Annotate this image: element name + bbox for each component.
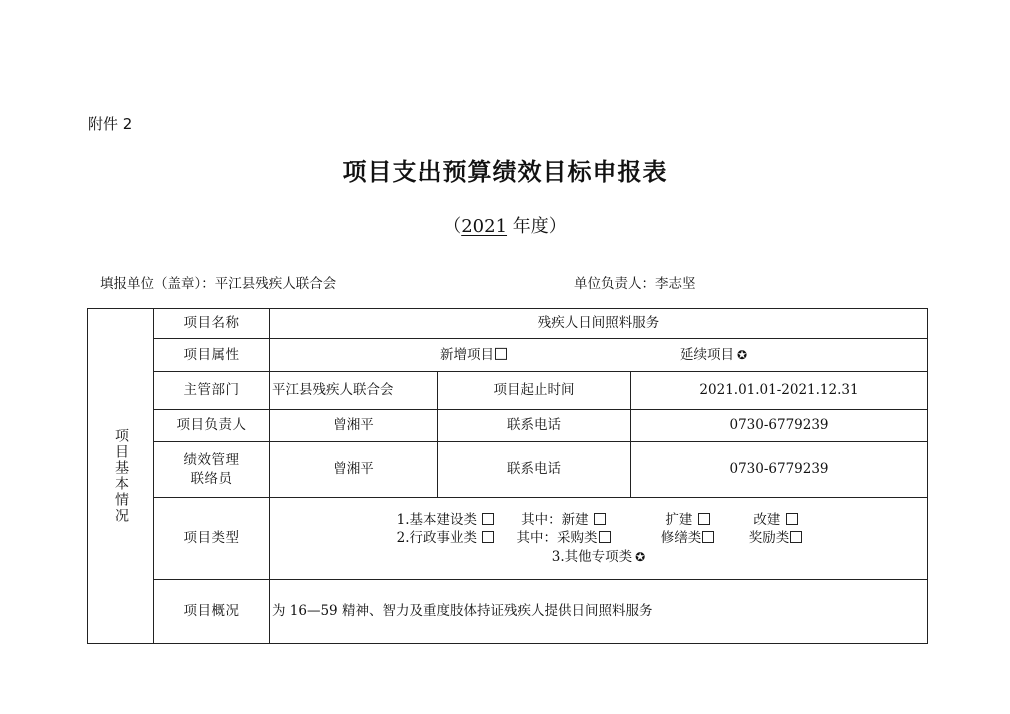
row-manager xyxy=(88,410,928,442)
type-reward-label: 奖励类 xyxy=(748,530,790,547)
type-new-build-option[interactable] xyxy=(515,511,613,529)
page-title: 项目支出预算绩效目标申报表 xyxy=(342,158,668,186)
selected-gear-icon: ✪ xyxy=(635,549,646,564)
project-name-label: 项目名称 xyxy=(154,309,270,339)
type-admin-option[interactable] xyxy=(377,529,515,547)
checkbox-icon xyxy=(599,531,611,543)
department-value: 平江县残疾人联合会 xyxy=(270,372,438,410)
type-expand-option[interactable] xyxy=(645,511,731,529)
type-rebuild-label: 改建 xyxy=(753,512,781,529)
period-value: 2021.01.01-2021.12.31 xyxy=(631,372,928,410)
type-other-option[interactable] xyxy=(552,548,645,566)
type-purchase-option[interactable] xyxy=(515,529,613,547)
overview-value: 为 16—59 精神、智力及重度肢体持证残疾人提供日间照料服务 xyxy=(270,580,928,644)
checkbox-icon xyxy=(495,348,507,360)
type-reward-option[interactable] xyxy=(731,529,821,547)
manager-phone-value: 0730-6779239 xyxy=(631,410,928,442)
manager-label: 项目负责人 xyxy=(154,410,270,442)
attribute-continue-option[interactable] xyxy=(680,346,747,364)
type-line-3 xyxy=(270,548,927,566)
row-department xyxy=(88,372,928,410)
checkbox-icon xyxy=(482,513,494,525)
year-number: 2021 xyxy=(461,216,508,237)
type-new-build-label: 其中：新建 xyxy=(521,512,589,529)
type-line-1 xyxy=(270,511,927,529)
project-type-options xyxy=(270,498,928,580)
overview-label: 项目概况 xyxy=(154,580,270,644)
row-project-attribute xyxy=(88,339,928,372)
type-expand-label: 扩建 xyxy=(665,512,693,529)
type-line-2 xyxy=(270,529,927,547)
project-attribute-cell xyxy=(270,339,928,372)
checkbox-icon xyxy=(698,513,710,525)
department-label: 主管部门 xyxy=(154,372,270,410)
row-overview xyxy=(88,580,928,644)
liaison-value: 曾湘平 xyxy=(270,442,438,498)
liaison-label-line2: 联络员 xyxy=(190,470,233,487)
checkbox-icon xyxy=(594,513,606,525)
liaison-phone-label: 联系电话 xyxy=(438,442,631,498)
checkbox-icon xyxy=(786,513,798,525)
attribute-new-label: 新增项目 xyxy=(440,346,494,363)
manager-value: 曾湘平 xyxy=(270,410,438,442)
row-liaison xyxy=(88,442,928,498)
attribute-continue-label: 延续项目 xyxy=(680,346,734,363)
type-repair-option[interactable] xyxy=(645,529,731,547)
project-type-label: 项目类型 xyxy=(154,498,270,580)
period-label: 项目起止时间 xyxy=(438,372,631,410)
manager-phone-label: 联系电话 xyxy=(438,410,631,442)
liaison-phone-value: 0730-6779239 xyxy=(631,442,928,498)
unit-leader: 单位负责人：李志坚 xyxy=(574,276,696,292)
type-admin-label: 2.行政事业类 xyxy=(396,530,478,547)
checkbox-icon xyxy=(702,531,714,543)
liaison-label xyxy=(154,442,270,498)
project-name-value: 残疾人日间照料服务 xyxy=(270,309,928,339)
year-suffix: 年度） xyxy=(507,216,567,237)
reporting-unit: 填报单位（盖章）：平江县残疾人联合会 xyxy=(100,276,337,292)
budget-form-table xyxy=(87,308,928,644)
project-attribute-label: 项目属性 xyxy=(154,339,270,372)
year-line xyxy=(0,212,1010,238)
type-construction-label: 1.基本建设类 xyxy=(396,512,478,529)
row-project-name xyxy=(88,309,928,339)
selected-gear-icon: ✪ xyxy=(737,347,748,362)
type-repair-label: 修缮类 xyxy=(660,530,702,547)
type-other-label: 3.其他专项类 xyxy=(551,548,633,565)
annex-label: 附件 2 xyxy=(88,115,133,133)
type-purchase-label: 其中：采购类 xyxy=(516,530,598,547)
liaison-label-line1: 绩效管理 xyxy=(183,452,240,469)
type-rebuild-option[interactable] xyxy=(731,511,821,529)
type-construction-option[interactable] xyxy=(377,511,515,529)
checkbox-icon xyxy=(790,531,802,543)
section-cell xyxy=(88,309,154,644)
year-open: （ xyxy=(443,216,462,237)
section-label: 项目基本情况 xyxy=(112,428,129,524)
attribute-new-option[interactable] xyxy=(440,346,507,364)
checkbox-icon xyxy=(482,531,494,543)
row-project-type xyxy=(88,498,928,580)
